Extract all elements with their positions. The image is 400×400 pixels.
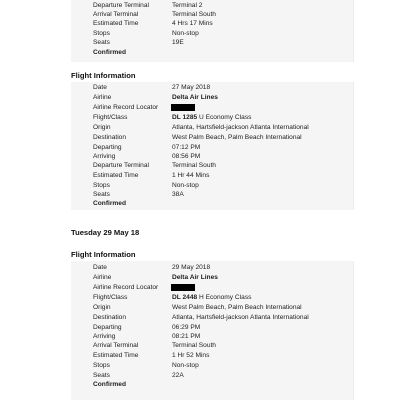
label-airline: Airline: [93, 274, 112, 281]
label-estimated-time: Estimated Time: [93, 172, 139, 179]
value-airline: Delta Air Lines: [172, 274, 218, 281]
flight-number: DL 1285: [172, 114, 198, 121]
value-arrival-terminal: Terminal South: [172, 11, 216, 18]
value-seats: 19E: [172, 39, 184, 46]
label-seats: Seats: [93, 39, 110, 46]
value-origin: West Palm Beach, Palm Beach International: [172, 304, 302, 311]
value-origin: Atlanta, Hartsfield-jackson Atlanta International: [172, 124, 309, 131]
cabin-class: H Economy Class: [199, 294, 252, 301]
label-date: Date: [93, 84, 107, 91]
value-departure-terminal: Terminal South: [172, 162, 216, 169]
redacted-locator: [171, 104, 195, 111]
label-estimated-time: Estimated Time: [93, 352, 139, 359]
value-stops: Non-stop: [172, 182, 199, 189]
value-estimated-time: 1 Hr 44 Mins: [172, 172, 210, 179]
label-destination: Destination: [93, 314, 126, 321]
label-departing: Departing: [93, 324, 122, 331]
label-record-locator: Airline Record Locator: [93, 284, 159, 291]
value-stops: Non-stop: [172, 30, 199, 37]
value-departing: 07:12 PM: [172, 144, 201, 151]
label-stops: Stops: [93, 30, 110, 37]
flight-info-heading: Flight Information: [71, 250, 136, 259]
label-departure-terminal: Departure Terminal: [93, 2, 149, 9]
label-arriving: Arriving: [93, 333, 116, 340]
value-arriving: 08:56 PM: [172, 153, 201, 160]
value-seats: 38A: [172, 191, 184, 198]
label-flight-class: Flight/Class: [93, 294, 128, 301]
flight-number: DL 2448: [172, 294, 198, 301]
value-estimated-time: 4 Hrs 17 Mins: [172, 20, 213, 27]
label-stops: Stops: [93, 362, 110, 369]
value-flight-class: [172, 114, 251, 122]
cabin-class: U Economy Class: [199, 114, 252, 121]
label-destination: Destination: [93, 134, 126, 141]
status-confirmed: Confirmed: [93, 49, 126, 56]
value-airline: Delta Air Lines: [172, 94, 218, 101]
label-origin: Origin: [93, 304, 111, 311]
label-stops: Stops: [93, 182, 110, 189]
value-destination: Atlanta, Hartsfield-jackson Atlanta International: [172, 314, 309, 321]
status-confirmed: Confirmed: [93, 381, 126, 388]
label-date: Date: [93, 264, 107, 271]
value-arrival-terminal: Terminal South: [172, 342, 216, 349]
value-departure-terminal: Terminal 2: [172, 2, 203, 9]
value-estimated-time: 1 Hr 52 Mins: [172, 352, 210, 359]
value-stops: Non-stop: [172, 362, 199, 369]
value-date: 29 May 2018: [172, 264, 211, 271]
label-airline: Airline: [93, 94, 112, 101]
flight-info-heading: Flight Information: [71, 71, 136, 80]
value-date: 27 May 2018: [172, 84, 211, 91]
value-flight-class: [172, 294, 251, 302]
label-arrival-terminal: Arrival Terminal: [93, 342, 139, 349]
label-arriving: Arriving: [93, 153, 116, 160]
label-seats: Seats: [93, 191, 110, 198]
label-estimated-time: Estimated Time: [93, 20, 139, 27]
label-seats: Seats: [93, 372, 110, 379]
value-arriving: 08:21 PM: [172, 333, 201, 340]
label-departure-terminal: Departure Terminal: [93, 162, 149, 169]
value-seats: 22A: [172, 372, 184, 379]
day-heading: Tuesday 29 May 18: [71, 228, 140, 237]
value-departing: 06:29 PM: [172, 324, 201, 331]
label-arrival-terminal: Arrival Terminal: [93, 11, 139, 18]
label-record-locator: Airline Record Locator: [93, 104, 159, 111]
label-origin: Origin: [93, 124, 111, 131]
status-confirmed: Confirmed: [93, 200, 126, 207]
label-flight-class: Flight/Class: [93, 114, 128, 121]
label-departing: Departing: [93, 144, 122, 151]
value-destination: West Palm Beach, Palm Beach International: [172, 134, 302, 141]
redacted-locator: [171, 284, 195, 291]
